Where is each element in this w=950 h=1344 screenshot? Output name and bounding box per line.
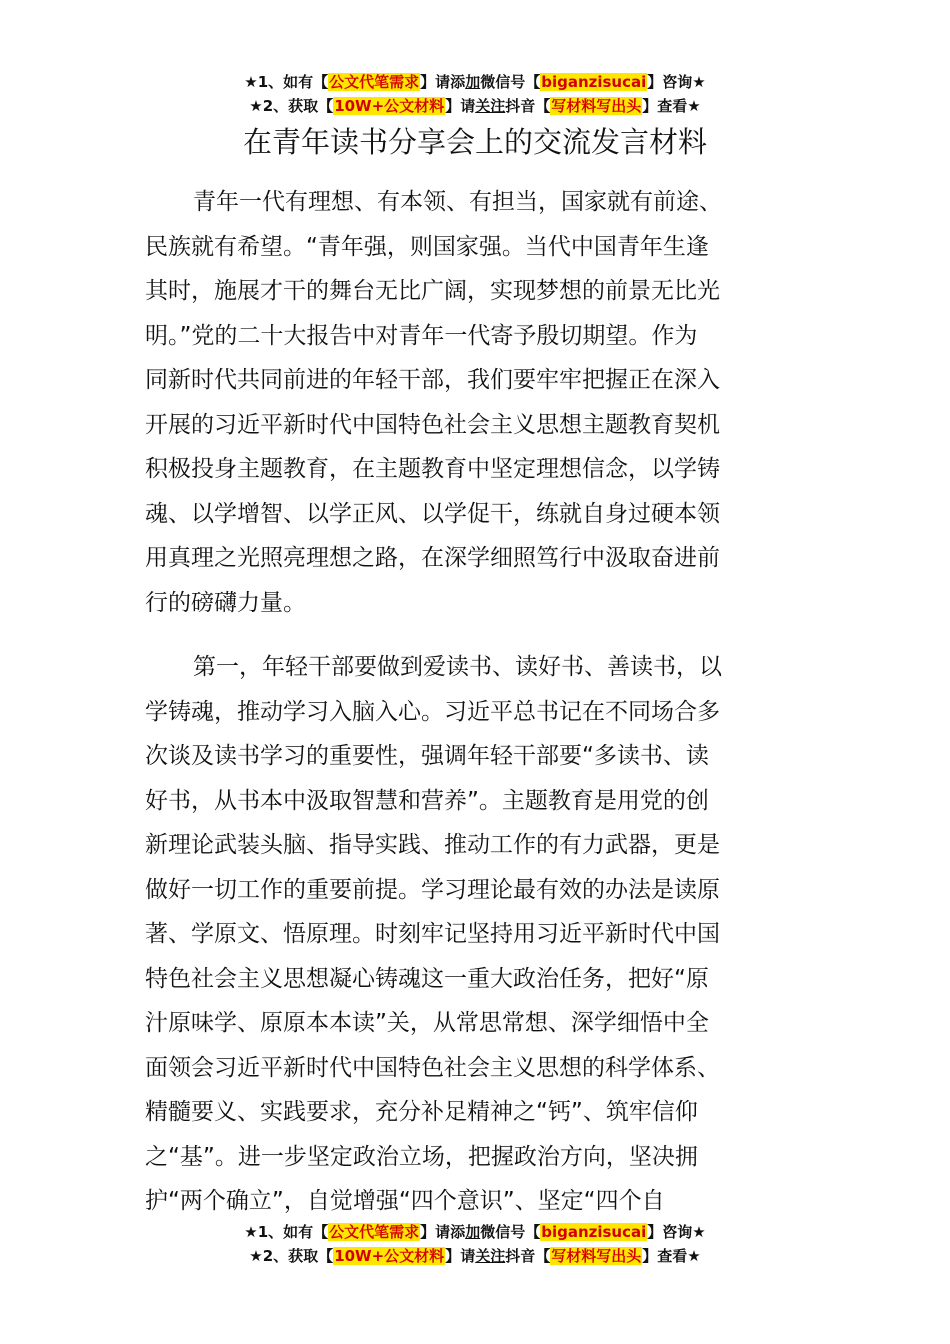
banner-text: ★1、如有【 [244, 1223, 329, 1241]
text-line: 特色社会主义思想凝心铸魂这一重大政治任务，把好“原 [145, 965, 709, 992]
banner-text: 】咨询★ [647, 73, 706, 91]
text-line: 好书，从书本中汲取智慧和营养”。主题教育是用党的创 [145, 787, 709, 814]
text-line: 同新时代共同前进的年轻干部，我们要牢牢把握正在深入 [145, 367, 720, 393]
text-line: 积极投身主题教育，在主题教育中坚定理想信念，以学铸 [145, 456, 720, 482]
text-line: 汁原味学、原原本本读”关，从常思常想、深学细悟中全 [145, 1010, 709, 1036]
paragraph-gap [145, 625, 810, 645]
banner-text: 】请添 [420, 1223, 466, 1241]
document-body [145, 180, 810, 1224]
banner-highlight: biganzisucai [541, 1223, 647, 1241]
text-line: 第一，年轻干部要做到爱读书、读好书、善读书，以 [193, 654, 722, 680]
text-line: 青年一代有理想、有本领、有担当，国家就有前途、 [193, 189, 722, 215]
banner-underlined-text: 关注 [475, 97, 506, 115]
banner-highlight: 写材料写出头 [551, 97, 642, 115]
banner-text: 】咨询★ [647, 1223, 706, 1241]
banner-underlined-text: 加 [465, 1223, 481, 1241]
header-banner [0, 70, 950, 118]
text-line: 用真理之光照亮理想之路，在深学细照笃行中汲取奋进前 [145, 545, 720, 571]
banner-highlight: 10W+公文材料 [334, 1247, 445, 1265]
banner-text: 抖音【 [505, 1247, 551, 1265]
banner-underlined-text: 关注 [475, 1247, 506, 1265]
text-line: 之“基”。进一步坚定政治立场，把握政治方向，坚决拥 [145, 1143, 698, 1170]
text-line: 新理论武装头脑、指导实践、推动工作的有力武器，更是 [145, 832, 720, 858]
banner-text: 】请 [445, 1247, 476, 1265]
banner-text: 微信号【 [480, 1223, 541, 1241]
banner-highlight: 写材料写出头 [551, 1247, 642, 1265]
banner-text: 】请 [445, 97, 476, 115]
paragraph-1 [145, 180, 810, 625]
banner-text: ★2、获取【 [249, 1247, 334, 1265]
banner-text: 】查看★ [642, 97, 701, 115]
banner-line-2 [0, 1244, 950, 1268]
banner-highlight: 10W+公文材料 [334, 97, 445, 115]
banner-line-2 [0, 94, 950, 118]
document-title: 在青年读书分享会上的交流发言材料 [242, 125, 707, 159]
text-line: 著、学原文、悟原理。时刻牢记坚持用习近平新时代中国 [145, 921, 720, 947]
text-line: 面领会习近平新时代中国特色社会主义思想的科学体系、 [145, 1054, 720, 1081]
text-line: 民族就有希望。“青年强，则国家强。当代中国青年生逢 [145, 233, 709, 260]
text-line: 次谈及读书学习的重要性，强调年轻干部要“多读书、读 [145, 743, 709, 769]
banner-line-1 [0, 1220, 950, 1244]
banner-text: 抖音【 [505, 97, 551, 115]
banner-highlight: biganzisucai [541, 73, 647, 91]
text-line: 行的磅礴力量。 [145, 589, 306, 616]
footer-banner [0, 1220, 950, 1268]
banner-text: 微信号【 [480, 73, 541, 91]
text-line: 开展的习近平新时代中国特色社会主义思想主题教育契机 [145, 411, 720, 438]
banner-highlight: 公文代笔需求 [329, 1223, 420, 1241]
text-line: 魂、以学增智、以学正风、以学促干，练就自身过硬本领 [145, 500, 720, 527]
banner-text: ★2、获取【 [249, 97, 334, 115]
banner-line-1 [0, 70, 950, 94]
text-line: 明。”党的二十大报告中对青年一代寄予殷切期望。作为 [145, 322, 698, 349]
text-line: 其时，施展才干的舞台无比广阔，实现梦想的前景无比光 [145, 278, 720, 304]
banner-text: ★1、如有【 [244, 73, 329, 91]
text-line: 护“两个确立”，自觉增强“四个意识”、坚定“四个自 [145, 1188, 665, 1214]
text-line: 学铸魂，推动学习入脑入心。习近平总书记在不同场合多 [145, 698, 720, 725]
banner-text: 】查看★ [642, 1247, 701, 1265]
text-line: 做好一切工作的重要前提。学习理论最有效的办法是读原 [145, 876, 720, 903]
banner-underlined-text: 加 [465, 73, 481, 91]
text-line: 精髓要义、实践要求，充分补足精神之“钙”、筑牢信仰 [145, 1099, 698, 1125]
paragraph-2 [145, 645, 810, 1224]
banner-highlight: 公文代笔需求 [329, 73, 420, 91]
banner-text: 】请添 [420, 73, 466, 91]
